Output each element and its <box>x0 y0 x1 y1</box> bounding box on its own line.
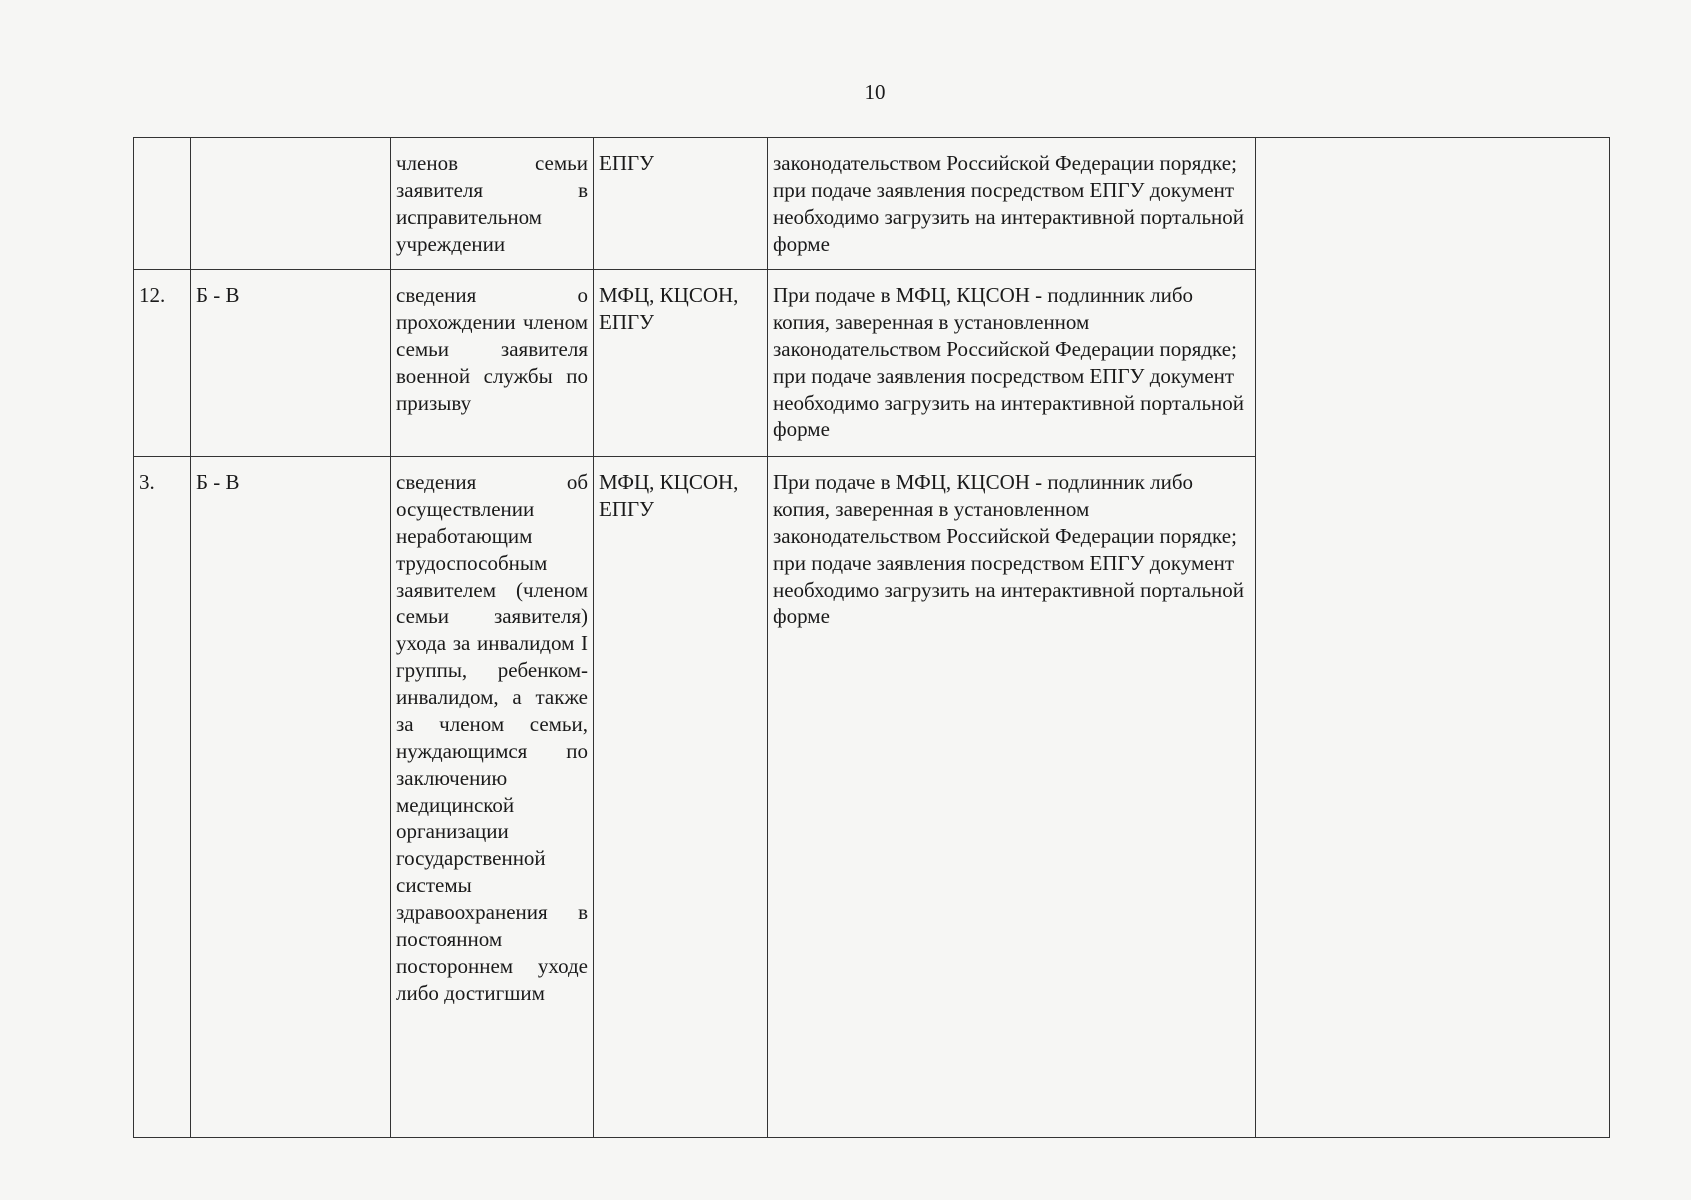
row-number-cell: 3. <box>134 457 191 1138</box>
category-cell: Б - В <box>191 270 391 457</box>
document-name-cell: членов семьи заявителя в исправительном учреждении <box>391 138 594 270</box>
document-name-cell: сведения о прохождении членом семьи заявителя военной службы по призыву <box>391 270 594 457</box>
category-cell <box>191 138 391 270</box>
page-number: 10 <box>864 80 886 104</box>
row-number-cell <box>134 138 191 270</box>
submission-note-cell: При подаче в МФЦ, КЦСОН - подлинник либо копия, заверенная в установленном законодательством Российской Федерации порядке; при подаче заявления посредством ЕПГУ документ необходимо загрузить на интерактивной портальной форме <box>768 270 1256 457</box>
documents-table <box>133 137 1610 1138</box>
empty-column-cell <box>1256 138 1610 1138</box>
row-number-cell: 12. <box>134 270 191 457</box>
table-row <box>134 138 1610 270</box>
category-cell: Б - В <box>191 457 391 1138</box>
submission-place-cell: МФЦ, КЦСОН, ЕПГУ <box>594 457 768 1138</box>
document-name-cell: сведения об осуществлении неработающим трудоспособным заявителем (членом семьи заявителя) ухода за инвалидом I группы, ребенком-инвалидом, а также за членом семьи, нуждающимся по заключению медицинской организации государственной системы здравоохранения в постоянном постороннем уходе либо достигшим <box>391 457 594 1138</box>
submission-note-cell: законодательством Российской Федерации порядке; при подаче заявления посредством ЕПГУ документ необходимо загрузить на интерактивной портальной форме <box>768 138 1256 270</box>
submission-place-cell: МФЦ, КЦСОН, ЕПГУ <box>594 270 768 457</box>
submission-note-cell: При подаче в МФЦ, КЦСОН - подлинник либо копия, заверенная в установленном законодательством Российской Федерации порядке; при подаче заявления посредством ЕПГУ документ необходимо загрузить на интерактивной портальной форме <box>768 457 1256 1138</box>
submission-place-cell: ЕПГУ <box>594 138 768 270</box>
